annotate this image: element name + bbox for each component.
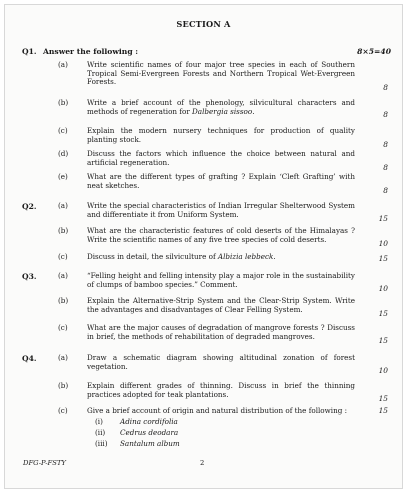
item-marks: 15 xyxy=(378,336,388,345)
item-text-start: Discuss in detail, the silviculture of xyxy=(87,252,218,261)
question-number-4: Q4. xyxy=(22,354,37,363)
item-marks: 8 xyxy=(383,110,388,119)
question-1-heading: Answer the following : xyxy=(43,47,139,56)
exam-page xyxy=(4,4,403,489)
item-label: (a) xyxy=(58,201,68,210)
question-number-2: Q2. xyxy=(22,202,37,211)
item-text: Draw a schematic diagram showing altitudinal zonation of forest vegetation. xyxy=(87,353,355,371)
item-text-end: . xyxy=(273,252,276,261)
item-label: (a) xyxy=(58,60,68,69)
item-marks: 8 xyxy=(383,163,388,172)
item-marks: 8 xyxy=(383,140,388,149)
item-text: “Felling height and felling intensity play a major role in the sustainability of clumps of bamboo species.” Comment. xyxy=(87,271,355,289)
item-marks: 15 xyxy=(378,406,388,415)
item-marks: 15 xyxy=(378,309,388,318)
item-label: (c) xyxy=(58,126,68,135)
item-marks: 8 xyxy=(383,186,388,195)
item-text: Explain different grades of thinning. Discuss in brief the thinning practices adopted for teak plantations. xyxy=(87,381,355,399)
item-marks: 10 xyxy=(378,366,388,375)
item-label: (b) xyxy=(58,226,69,235)
item-text xyxy=(87,99,355,116)
subitem-label: (ii) xyxy=(95,428,106,437)
item-marks: 8 xyxy=(383,83,388,92)
species-name: Dalbergia sissoo xyxy=(192,106,253,116)
item-text: Explain the Alternative-Strip System and the Clear-Strip System. Write the advantages and disadvantages of Clear Felling System. xyxy=(87,296,355,314)
item-label: (b) xyxy=(58,98,69,107)
item-label: (e) xyxy=(58,172,68,181)
question-1-total-marks: 8×5=40 xyxy=(357,47,391,56)
item-label: (c) xyxy=(58,323,68,332)
page-number: 2 xyxy=(200,459,205,467)
item-label: (c) xyxy=(58,406,68,415)
item-text: Write scientific names of four major tree species in each of Southern Tropical Semi-Evergreen Forests and Northern Tropical Wet-Evergreen Forests. xyxy=(87,60,355,87)
paper-code: DFG-P-FSTY xyxy=(23,459,66,467)
item-text: What are the major causes of degradation of mangrove forests ? Discuss in brief, the methods of rehabilitation of degraded mangroves. xyxy=(87,323,355,341)
item-marks: 15 xyxy=(378,214,388,223)
item-text-end: . xyxy=(252,106,255,116)
section-title: SECTION A xyxy=(176,19,231,29)
item-marks: 10 xyxy=(378,284,388,293)
item-label: (c) xyxy=(58,252,68,261)
item-text: What are the different types of grafting ? Explain ‘Cleft Grafting’ with neat sketches. xyxy=(87,172,355,190)
item-text xyxy=(87,253,355,262)
item-text-start: Write a brief account of the phenology, silvicultural characters and methods of regeneration for xyxy=(87,98,355,116)
item-label: (a) xyxy=(58,271,68,280)
item-label: (b) xyxy=(58,381,69,390)
item-marks: 10 xyxy=(378,239,388,248)
species-name: Albizia lebbeck xyxy=(217,252,274,261)
subitem-species: Santalum album xyxy=(120,439,180,448)
item-text: Give a brief account of origin and natural distribution of the following : xyxy=(87,406,348,415)
subitem-label: (i) xyxy=(95,417,103,426)
item-text: What are the characteristic features of cold deserts of the Himalayas ? Write the scientific names of any five tree species of cold deserts. xyxy=(87,226,355,244)
subitem-species: Cedrus deodara xyxy=(120,428,179,437)
item-label: (d) xyxy=(58,149,69,158)
question-number-1: Q1. xyxy=(22,47,37,56)
subitem-label: (iii) xyxy=(95,439,108,448)
item-text: Write the special characteristics of Indian Irregular Shelterwood System and differentiate it from Uniform System. xyxy=(87,201,355,219)
item-marks: 15 xyxy=(378,394,388,403)
item-label: (a) xyxy=(58,353,68,362)
item-text: Discuss the factors which influence the choice between natural and artificial regeneration. xyxy=(87,149,355,167)
item-marks: 15 xyxy=(378,254,388,263)
item-label: (b) xyxy=(58,296,69,305)
question-number-3: Q3. xyxy=(22,272,37,281)
subitem-species: Adina cordifolia xyxy=(120,417,178,426)
item-text: Explain the modern nursery techniques for production of quality planting stock. xyxy=(87,126,355,144)
